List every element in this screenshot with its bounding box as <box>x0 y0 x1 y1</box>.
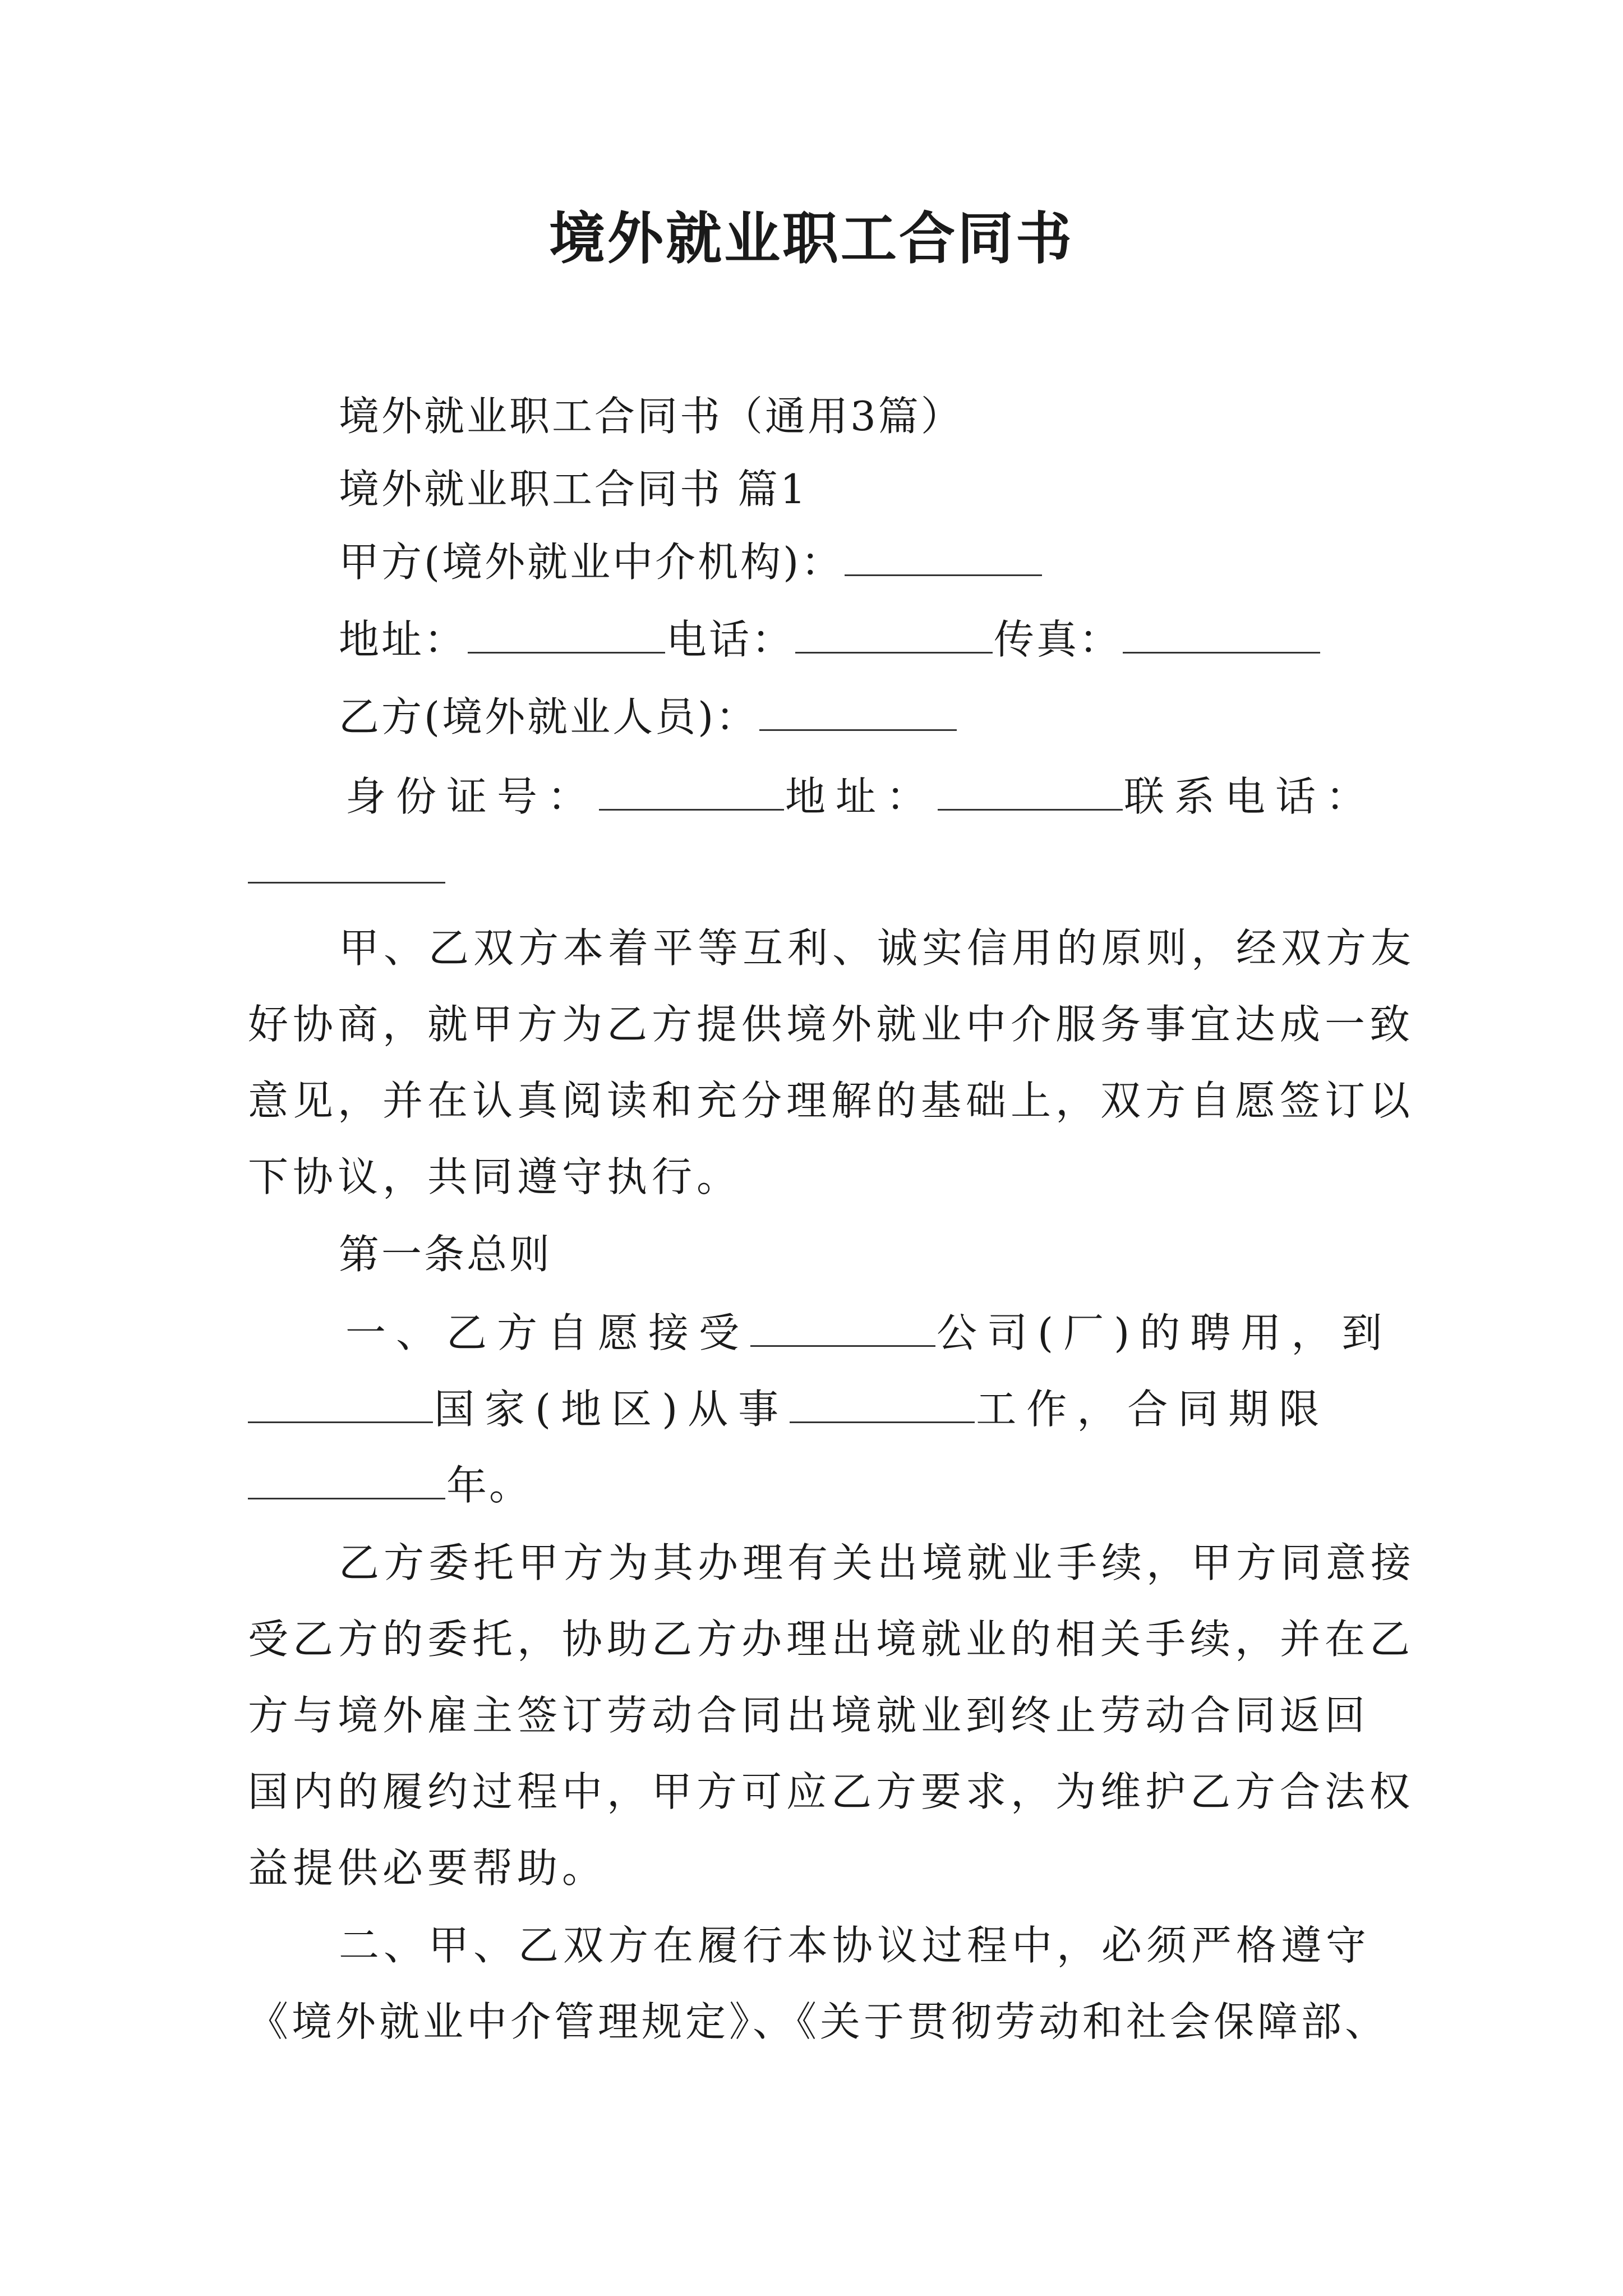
clause1-line-1 <box>345 1305 1392 1361</box>
document-title: 境外就业职工合同书 <box>549 205 1074 272</box>
id-label: 身份证号： <box>345 773 598 820</box>
party-b-blank[interactable] <box>759 696 957 731</box>
contact-phone-label: 联系电话： <box>1124 773 1377 820</box>
section-heading: 境外就业职工合同书 篇1 <box>339 466 808 513</box>
clause1-part1: 一、乙方自愿接受 <box>345 1309 750 1356</box>
contact-phone-blank[interactable] <box>248 848 445 884</box>
address-blank[interactable] <box>468 618 665 654</box>
contact-phone-line <box>248 841 446 898</box>
address-label: 地址： <box>339 616 467 663</box>
contact-line <box>339 611 1321 668</box>
id-line <box>345 769 1376 825</box>
clause1-part3: 国家(地区)从事 <box>434 1386 789 1433</box>
clause1-part2: 公司(厂)的聘用，到 <box>937 1309 1393 1356</box>
address2-blank[interactable] <box>938 775 1123 811</box>
country-blank[interactable] <box>248 1388 433 1423</box>
para3-line-1: 二、甲、乙双方在履行本协议过程中，必须严格遵守 <box>339 1922 1371 1969</box>
job-blank[interactable] <box>790 1388 975 1423</box>
para2-line-3: 方与境外雇主签订劳动合同出境就业到终止劳动合同返回 <box>248 1692 1370 1739</box>
party-a-blank[interactable] <box>845 541 1042 576</box>
para2-line-5: 益提供必要帮助。 <box>248 1844 607 1892</box>
party-b-line <box>339 689 958 745</box>
article1-heading: 第一条总则 <box>339 1231 552 1278</box>
para3-line-2: 《境外就业中介管理规定》、《关于贯彻劳动和社会保障部、 <box>248 1998 1389 2045</box>
para2-line-4: 国内的履约过程中，甲方可应乙方要求，为维护乙方合法权 <box>248 1768 1415 1815</box>
party-a-line <box>339 534 1043 590</box>
phone-blank[interactable] <box>795 618 993 654</box>
para2-line-2: 受乙方的委托，协助乙方办理出境就业的相关手续，并在乙 <box>248 1616 1415 1663</box>
para1-line-2: 好协商，就甲方为乙方提供境外就业中介服务事宜达成一致 <box>248 1001 1415 1048</box>
para2-line-1: 乙方委托甲方为其办理有关出境就业手续，甲方同意接 <box>339 1539 1416 1586</box>
para1-line-1: 甲、乙双方本着平等互利、诚实信用的原则，经双方友 <box>339 924 1416 972</box>
fax-blank[interactable] <box>1123 618 1320 654</box>
clause1-line-3 <box>248 1457 532 1513</box>
para1-line-3: 意见，并在认真阅读和充分理解的基础上，双方自愿签订以 <box>248 1077 1415 1124</box>
clause1-part5: 年。 <box>446 1462 532 1509</box>
address2-label: 地址： <box>785 773 937 820</box>
document-subtitle: 境外就业职工合同书（通用3篇） <box>339 393 963 440</box>
id-blank[interactable] <box>599 775 784 811</box>
fax-label: 传真： <box>994 616 1122 663</box>
company-blank[interactable] <box>750 1312 935 1347</box>
para1-line-4: 下协议，共同遵守执行。 <box>248 1153 742 1200</box>
party-a-label: 甲方(境外就业中介机构)： <box>339 539 844 586</box>
clause1-line-2 <box>248 1381 1329 1437</box>
party-b-label: 乙方(境外就业人员)： <box>339 693 759 740</box>
phone-label: 电话： <box>666 616 795 663</box>
clause1-part4: 工作，合同期限 <box>976 1386 1330 1433</box>
term-blank[interactable] <box>248 1464 445 1499</box>
